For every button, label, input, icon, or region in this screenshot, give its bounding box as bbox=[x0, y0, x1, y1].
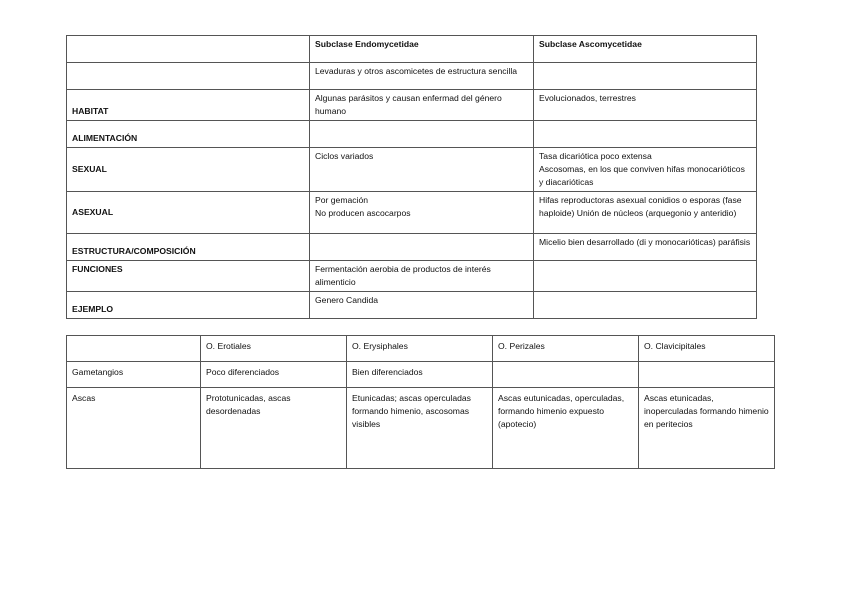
header-cell-empty bbox=[67, 336, 201, 362]
header-erotiales: O. Erotiales bbox=[201, 336, 347, 362]
header-erysiphales: O. Erysiphales bbox=[347, 336, 493, 362]
endo-cell: Algunas parásitos y causan enfermad del género humano bbox=[310, 90, 534, 121]
asco-cell: Evolucionados, terrestres bbox=[534, 90, 757, 121]
asco-cell bbox=[534, 63, 757, 90]
endo-text-line: Por gemación bbox=[315, 195, 369, 205]
endo-cell bbox=[310, 234, 534, 261]
clavicipitales-cell: Ascas etunicadas, inoperculadas formando himenio en peritecios bbox=[639, 388, 775, 469]
clavicipitales-cell bbox=[639, 362, 775, 388]
erotiales-cell: Poco diferenciados bbox=[201, 362, 347, 388]
endo-cell: Fermentación aerobia de productos de interés alimenticio bbox=[310, 261, 534, 292]
asco-cell: Micelio bien desarrollado (di y monocarióticas) paráfisis bbox=[534, 234, 757, 261]
endo-cell: Genero Candida bbox=[310, 292, 534, 319]
orders-comparison-table bbox=[66, 335, 775, 469]
header-clavicipitales: O. Clavicipitales bbox=[639, 336, 775, 362]
perizales-cell: Ascas eutunicadas, operculadas, formando himenio expuesto (apotecio) bbox=[493, 388, 639, 469]
table-row bbox=[67, 192, 757, 234]
endo-cell: Ciclos variados bbox=[310, 148, 534, 192]
asco-text-line: Tasa dicariótica poco extensa bbox=[539, 151, 652, 161]
table-row bbox=[67, 234, 757, 261]
row-label-sexual: SEXUAL bbox=[67, 148, 310, 192]
table-row bbox=[67, 148, 757, 192]
table-row bbox=[67, 362, 775, 388]
asco-cell bbox=[534, 292, 757, 319]
asco-cell bbox=[534, 148, 757, 192]
row-label-ascas: Ascas bbox=[67, 388, 201, 469]
subclass-comparison-table bbox=[66, 35, 757, 319]
row-label-estructura: ESTRUCTURA/COMPOSICIÓN bbox=[67, 234, 310, 261]
endo-cell bbox=[310, 121, 534, 148]
asco-cell: Hifas reproductoras asexual conidios o esporas (fase haploide) Unión de núcleos (arquegonio y anteridio) bbox=[534, 192, 757, 234]
row-label bbox=[67, 63, 310, 90]
header-cell-empty bbox=[67, 36, 310, 63]
table-row bbox=[67, 36, 757, 63]
header-ascomycetidae: Subclase Ascomycetidae bbox=[534, 36, 757, 63]
asco-cell bbox=[534, 261, 757, 292]
erysiphales-cell: Etunicadas; ascas operculadas formando himenio, ascosomas visibles bbox=[347, 388, 493, 469]
perizales-cell bbox=[493, 362, 639, 388]
row-label-asexual: ASEXUAL bbox=[67, 192, 310, 234]
endo-cell: Levaduras y otros ascomicetes de estructura sencilla bbox=[310, 63, 534, 90]
table-row bbox=[67, 90, 757, 121]
erotiales-cell: Prototunicadas, ascas desordenadas bbox=[201, 388, 347, 469]
table-row bbox=[67, 121, 757, 148]
asco-text-line: Ascosomas, en los que conviven hifas monocarióticos y diacarióticas bbox=[539, 164, 745, 187]
row-label-ejemplo: EJEMPLO bbox=[67, 292, 310, 319]
table-row bbox=[67, 336, 775, 362]
erysiphales-cell: Bien diferenciados bbox=[347, 362, 493, 388]
header-perizales: O. Perizales bbox=[493, 336, 639, 362]
row-label-habitat: HABITAT bbox=[67, 90, 310, 121]
endo-cell bbox=[310, 192, 534, 234]
table-row bbox=[67, 292, 757, 319]
header-endomycetidae: Subclase Endomycetidae bbox=[310, 36, 534, 63]
table-row bbox=[67, 63, 757, 90]
table-row bbox=[67, 388, 775, 469]
row-label-funciones: FUNCIONES bbox=[67, 261, 310, 292]
row-label-alimentacion: ALIMENTACIÓN bbox=[67, 121, 310, 148]
table-row bbox=[67, 261, 757, 292]
asco-cell bbox=[534, 121, 757, 148]
row-label-gametangios: Gametangios bbox=[67, 362, 201, 388]
endo-text-line: No producen ascocarpos bbox=[315, 208, 411, 218]
